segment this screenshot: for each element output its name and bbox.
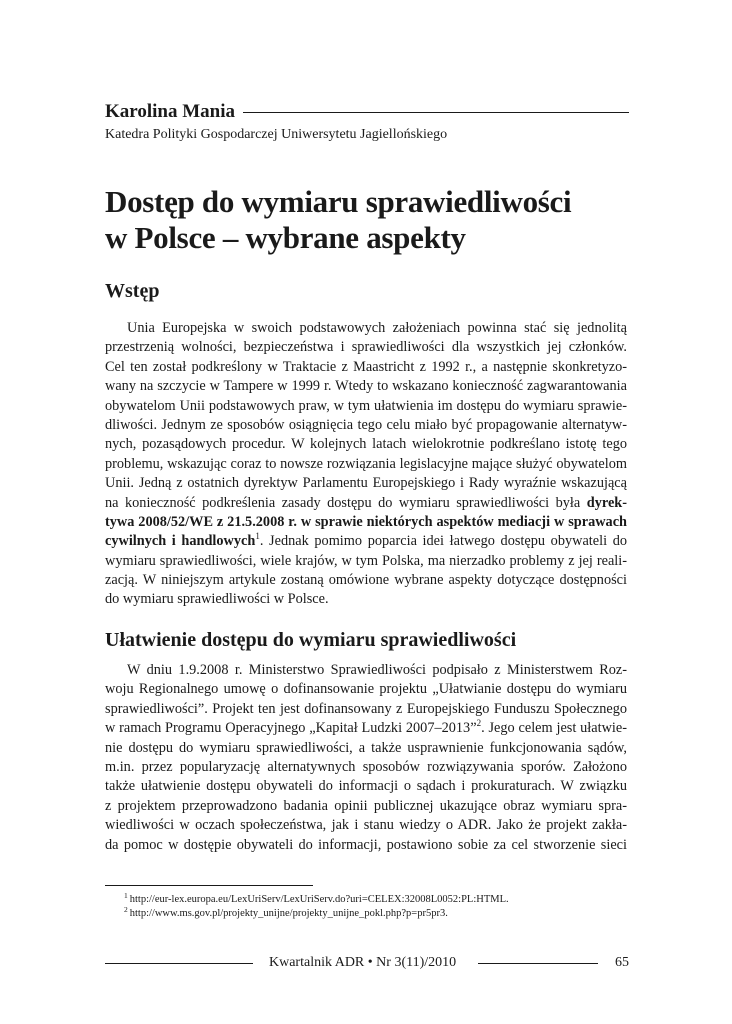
- text-line: sprawiedliwości”. Projekt ten jest dofinansowany z Europejskiego Funduszu Społecznego: [105, 700, 627, 717]
- text-line: woju Regionalnego umowę o dofinansowanie projektu „Ułatwianie dostępu do wymiaru: [105, 681, 627, 698]
- text-segment: na konieczność podkreślenia zasady dostępu do wymiaru sprawiedliwości była: [105, 494, 581, 511]
- text-line: do wymiaru sprawiedliwości w Polsce.: [105, 591, 329, 608]
- text-line: Unia Europejska w swoich podstawowych założeniach powinna stać się jednolitą: [127, 320, 627, 336]
- directive-reference: dyrek-: [586, 494, 627, 511]
- intro-heading: Wstęp: [105, 280, 160, 302]
- text-line: [105, 494, 627, 513]
- article-title: [105, 184, 665, 256]
- footnote-rule: [105, 885, 313, 886]
- text-segment: . Jednak pomimo poparcia idei łatwego dostępu obywateli do: [259, 533, 627, 550]
- footnote-link[interactable]: http://eur-lex.europa.eu/LexUriServ/LexUriServ.do?uri=CELEX:32008L0052:PL:HTML.: [129, 894, 509, 905]
- text-line: m.in. przez popularyzację alternatywnych sposobów rozwiązywania sporów. Założono: [105, 758, 627, 775]
- page-footer: [105, 953, 629, 973]
- footnote-link[interactable]: http://www.ms.gov.pl/projekty_unijne/projekty_unijne_pokl.php?p=pr5pr3.: [129, 908, 448, 919]
- footnote-number: 2: [124, 904, 128, 914]
- header-rule: [243, 112, 629, 113]
- section-heading: Ułatwienie dostępu do wymiaru sprawiedliwości: [105, 629, 517, 651]
- footnote-number: 1: [124, 890, 128, 900]
- text-line: wany na szczycie w Tampere w 1999 r. Wtedy to wskazano konieczność zagwarantowania: [105, 378, 627, 395]
- text-line: W dniu 1.9.2008 r. Ministerstwo Sprawiedliwości podpisało z Ministerstwem Roz-: [127, 662, 627, 678]
- text-line: także ułatwienie dostępu obywateli do informacji o sądach i prokuraturach. W związku: [105, 778, 627, 795]
- text-line: nych, pozasądowych procedur. W kolejnych latach wielokrotnie podkreślano istotę tego: [105, 436, 627, 453]
- directive-reference: cywilnych i handlowych: [105, 533, 256, 550]
- author-name: Karolina Mania: [105, 101, 236, 122]
- text-line: [105, 719, 627, 738]
- journal-info: Kwartalnik ADR • Nr 3(11)/2010: [269, 955, 457, 970]
- text-line: da pomoc w dostępie obywateli do informacji, postawiono sobie za cel stworzenie sieci: [105, 836, 627, 853]
- footnote-2: [124, 904, 448, 921]
- footnote-1: [124, 890, 509, 907]
- text-line: Cel ten został podkreślony w Traktacie z Maastricht z 1992 r., a następnie skonkretyzo-: [105, 358, 627, 375]
- author-header: [105, 99, 629, 125]
- intro-paragraph: [105, 319, 627, 610]
- footer-rule-right: [478, 963, 598, 964]
- footnote-ref-2[interactable]: 2: [476, 719, 482, 729]
- text-line: z projektem przeprowadzono badania opinii publicznej ukazujące obraz wymiaru spra-: [105, 797, 627, 814]
- text-line: wiedliwości w oczach społeczeństwa, jak i stanu wiedzy o ADR. Jako że projekt zakła-: [105, 817, 627, 834]
- text-line: wymiaru sprawiedliwości, wiele krajów, w tym Polska, ma nierzadko problemy z jej reali-: [105, 552, 627, 569]
- text-line: przestrzenią wolności, bezpieczeństwa i sprawiedliwości dla wszystkich jej członków.: [105, 339, 627, 356]
- text-segment: . Jego celem jest ułatwie-: [481, 720, 627, 737]
- footer-rule-left: [105, 963, 253, 964]
- title-line-2: w Polsce – wybrane aspekty: [105, 220, 466, 255]
- text-line: obywatelom Unii podstawowych praw, w tym ułatwienia im dostępu do wymiaru sprawie-: [105, 397, 627, 414]
- text-line: [105, 532, 627, 551]
- text-line: zacją. W niniejszym artykule zostaną omówione wybrane aspekty dotyczące dostępności: [105, 572, 627, 589]
- page-number: 65: [615, 955, 629, 970]
- text-line: dliwości. Jednym ze sposobów osiągnięcia tego celu miało być propagowanie alternatyw-: [105, 416, 627, 433]
- text-line: nie dostępu do wymiaru sprawiedliwości, a także usprawnienie funkcjonowania sądów,: [105, 739, 627, 756]
- section-paragraph: [105, 661, 627, 855]
- title-line-1: Dostęp do wymiaru sprawiedliwości: [105, 184, 572, 219]
- text-segment: w ramach Programu Operacyjnego „Kapitał Ludzki 2007–2013”: [105, 720, 477, 737]
- text-line: Unii. Jedną z ostatnich dyrektyw Parlamentu Europejskiego i Rady wyraźnie wskazującą: [105, 475, 627, 492]
- footnote-ref-1[interactable]: 1: [255, 532, 260, 542]
- author-affiliation: Katedra Polityki Gospodarczej Uniwersytetu Jagiellońskiego: [105, 127, 448, 142]
- text-line: tywa 2008/52/WE z 21.5.2008 r. w sprawie niektórych aspektów mediacji w sprawach: [105, 513, 627, 530]
- text-line: problemu, wskazując coraz to nowsze rozwiązania legislacyjne mające służyć obywatelom: [105, 455, 627, 472]
